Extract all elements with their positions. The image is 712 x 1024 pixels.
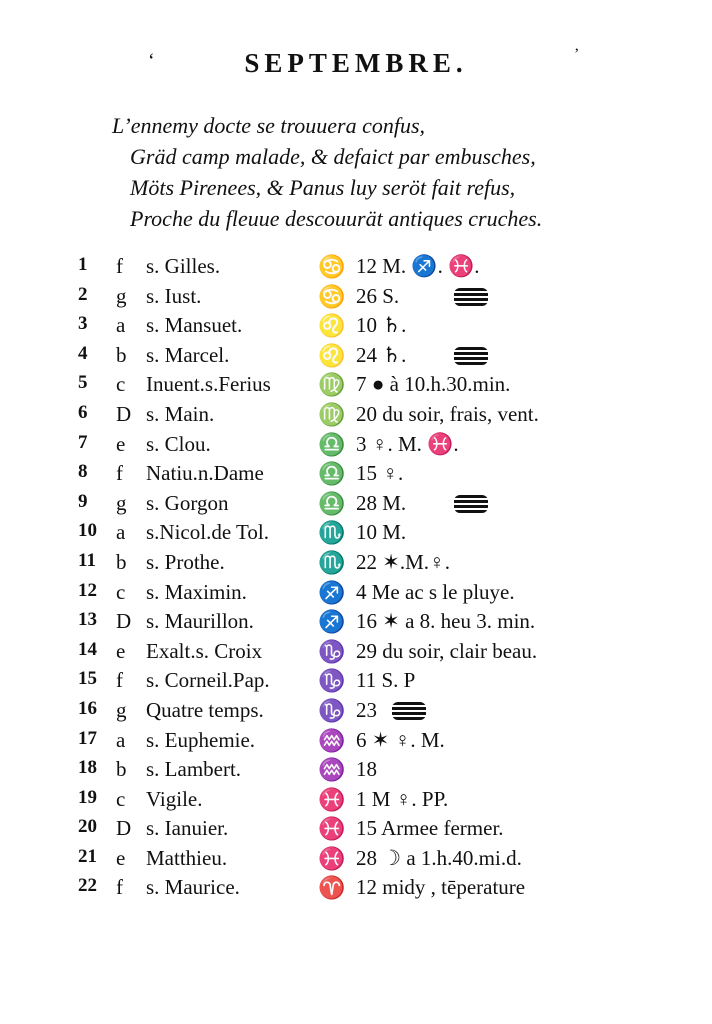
- astrological-notes: 1 M ♀. PP.: [356, 786, 449, 811]
- saint-name: Exalt.s. Croix: [146, 638, 263, 663]
- day-number: 16: [78, 697, 97, 719]
- saint-name: s. Euphemie.: [146, 727, 256, 752]
- day-number: 4: [78, 342, 88, 364]
- calendar-row: [78, 698, 618, 728]
- saint-name: s. Marcel.: [146, 342, 230, 367]
- calendar-row: [78, 875, 618, 905]
- calendar-table: [78, 254, 618, 905]
- astrological-notes: 15 ♀.: [356, 461, 404, 486]
- dominical-letter: a: [116, 313, 126, 338]
- dominical-letter: g: [116, 697, 127, 722]
- day-number: 7: [78, 431, 88, 453]
- calendar-row: [78, 609, 618, 639]
- verse-line-4: Proche du fleuue descouurät antiques cruches.: [130, 206, 543, 231]
- day-number: 2: [78, 283, 88, 305]
- calendar-row: [78, 728, 618, 758]
- saint-name: s. Maximin.: [146, 579, 247, 604]
- zodiac-sign-icon: ♌: [318, 342, 346, 368]
- calendar-row: [78, 491, 618, 521]
- day-number: 17: [78, 727, 97, 749]
- saint-name: s. Iust.: [146, 283, 202, 308]
- day-number: 9: [78, 490, 88, 512]
- dominical-letter: f: [116, 668, 123, 693]
- day-number: 13: [78, 609, 97, 631]
- day-number: 14: [78, 638, 97, 660]
- calendar-row: [78, 639, 618, 669]
- saint-name: s. Lambert.: [146, 757, 242, 782]
- astrological-notes: 28 ☽ a 1.h.40.mi.d.: [356, 845, 522, 870]
- astrological-notes: 26 S.: [356, 283, 400, 308]
- zodiac-sign-icon: ♑: [318, 638, 346, 664]
- zodiac-sign-icon: ♐: [318, 579, 346, 605]
- saint-name: Natiu.n.Dame: [146, 461, 264, 486]
- saint-name: s.Nicol.de Tol.: [146, 520, 269, 545]
- day-number: 6: [78, 401, 88, 423]
- dominical-letter: D: [116, 401, 132, 426]
- day-number: 21: [78, 845, 97, 867]
- day-number: 3: [78, 313, 88, 335]
- astrological-notes: 10 ♄.: [356, 313, 407, 338]
- zodiac-sign-icon: ♎: [318, 490, 346, 516]
- zodiac-sign-icon: ♑: [318, 668, 346, 694]
- quatrain: [112, 110, 632, 234]
- saint-name: Vigile.: [146, 786, 203, 811]
- zodiac-sign-icon: ♈: [318, 875, 346, 901]
- saint-name: s. Ianuier.: [146, 816, 229, 841]
- calendar-row: [78, 372, 618, 402]
- dominical-letter: c: [116, 786, 126, 811]
- day-number: 8: [78, 461, 88, 483]
- zodiac-sign-icon: ♒: [318, 757, 346, 783]
- dominical-letter: b: [116, 342, 127, 367]
- astrological-notes: 24 ♄.: [356, 342, 407, 367]
- day-number: 19: [78, 786, 97, 808]
- saint-name: s. Corneil.Pap.: [146, 668, 270, 693]
- calendar-row: [78, 787, 618, 817]
- saint-name: Matthieu.: [146, 845, 228, 870]
- calendar-row: [78, 254, 618, 284]
- dominical-letter: e: [116, 845, 126, 870]
- saint-name: s. Maurillon.: [146, 609, 254, 634]
- dominical-letter: D: [116, 609, 132, 634]
- dominical-letter: a: [116, 520, 126, 545]
- right-mark: ʼ: [574, 46, 580, 63]
- verse-line-1: L’ennemy docte se trouuera confus,: [112, 113, 426, 138]
- dominical-letter: f: [116, 254, 123, 278]
- day-number: 18: [78, 757, 97, 779]
- zodiac-sign-icon: ♐: [318, 609, 346, 635]
- astrological-notes: 12 M. ♐. ♓.: [356, 254, 480, 278]
- calendar-row: [78, 313, 618, 343]
- aspect-glyph-icon: [392, 702, 426, 720]
- aspect-glyph-icon: [454, 495, 488, 513]
- dominical-letter: g: [116, 283, 127, 308]
- calendar-row: [78, 550, 618, 580]
- saint-name: s. Mansuet.: [146, 313, 243, 338]
- left-mark: ‘: [148, 50, 155, 72]
- astrological-notes: 3 ♀. M. ♓.: [356, 431, 459, 456]
- calendar-row: [78, 520, 618, 550]
- astrological-notes: 12 midy , tēperature: [356, 875, 526, 900]
- day-number: 10: [78, 520, 97, 542]
- dominical-letter: f: [116, 875, 123, 900]
- dominical-letter: b: [116, 757, 127, 782]
- astrological-notes: 29 du soir, clair beau.: [356, 638, 538, 663]
- aspect-glyph-icon: [454, 288, 488, 306]
- dominical-letter: g: [116, 490, 127, 515]
- zodiac-sign-icon: ♍: [318, 401, 346, 427]
- day-number: 5: [78, 372, 88, 394]
- dominical-letter: b: [116, 549, 127, 574]
- dominical-letter: D: [116, 816, 132, 841]
- astrological-notes: 7 ● à 10.h.30.min.: [356, 372, 511, 397]
- astrological-notes: 20 du soir, frais, vent.: [356, 401, 539, 426]
- day-number: 22: [78, 875, 97, 897]
- day-number: 20: [78, 816, 97, 838]
- zodiac-sign-icon: ♒: [318, 727, 346, 753]
- astrological-notes: 6 ✶ ♀. M.: [356, 727, 445, 752]
- saint-name: Quatre temps.: [146, 697, 264, 722]
- zodiac-sign-icon: ♌: [318, 313, 346, 339]
- calendar-row: [78, 402, 618, 432]
- zodiac-sign-icon: ♓: [318, 816, 346, 842]
- zodiac-sign-icon: ♎: [318, 431, 346, 457]
- day-number: 11: [78, 549, 96, 571]
- calendar-row: [78, 580, 618, 610]
- saint-name: s. Gilles.: [146, 254, 221, 278]
- saint-name: s. Main.: [146, 401, 215, 426]
- page-title: SEPTEMBRE.: [244, 48, 468, 78]
- dominical-letter: f: [116, 461, 123, 486]
- astrological-notes: 10 M.: [356, 520, 407, 545]
- calendar-row: [78, 432, 618, 462]
- dominical-letter: c: [116, 372, 126, 397]
- zodiac-sign-icon: ♋: [318, 254, 346, 279]
- saint-name: s. Gorgon: [146, 490, 229, 515]
- calendar-row: [78, 757, 618, 787]
- astrological-notes: 28 M.: [356, 490, 407, 515]
- astrological-notes: 4 Me ac s le pluye.: [356, 579, 515, 604]
- saint-name: s. Maurice.: [146, 875, 240, 900]
- zodiac-sign-icon: ♋: [318, 283, 346, 309]
- calendar-row: [78, 816, 618, 846]
- zodiac-sign-icon: ♏: [318, 549, 346, 575]
- zodiac-sign-icon: ♑: [318, 697, 346, 723]
- calendar-row: [78, 461, 618, 491]
- calendar-row: [78, 668, 618, 698]
- dominical-letter: a: [116, 727, 126, 752]
- calendar-row: [78, 284, 618, 314]
- dominical-letter: e: [116, 638, 126, 663]
- verse-line-2: Gräd camp malade, & defaict par embusches,: [130, 144, 536, 169]
- zodiac-sign-icon: ♍: [318, 372, 346, 398]
- astrological-notes: 15 Armee fermer.: [356, 816, 504, 841]
- saint-name: s. Clou.: [146, 431, 211, 456]
- astrological-notes: 16 ✶ a 8. heu 3. min.: [356, 609, 536, 634]
- saint-name: Inuent.s.Ferius: [146, 372, 271, 397]
- astrological-notes: 11 S. P: [356, 668, 416, 693]
- day-number: 1: [78, 254, 88, 275]
- saint-name: s. Prothe.: [146, 549, 225, 574]
- zodiac-sign-icon: ♓: [318, 845, 346, 871]
- zodiac-sign-icon: ♏: [318, 520, 346, 546]
- zodiac-sign-icon: ♎: [318, 461, 346, 487]
- astrological-notes: 18: [356, 757, 377, 782]
- zodiac-sign-icon: ♓: [318, 786, 346, 812]
- calendar-row: [78, 343, 618, 373]
- verse-line-3: Möts Pirenees, & Panus luy seröt fait refus,: [130, 175, 516, 200]
- dominical-letter: e: [116, 431, 126, 456]
- day-number: 12: [78, 579, 97, 601]
- astrological-notes: 22 ✶.M.♀.: [356, 549, 451, 574]
- dominical-letter: c: [116, 579, 126, 604]
- aspect-glyph-icon: [454, 347, 488, 365]
- astrological-notes: 23: [356, 697, 377, 722]
- day-number: 15: [78, 668, 97, 690]
- calendar-row: [78, 846, 618, 876]
